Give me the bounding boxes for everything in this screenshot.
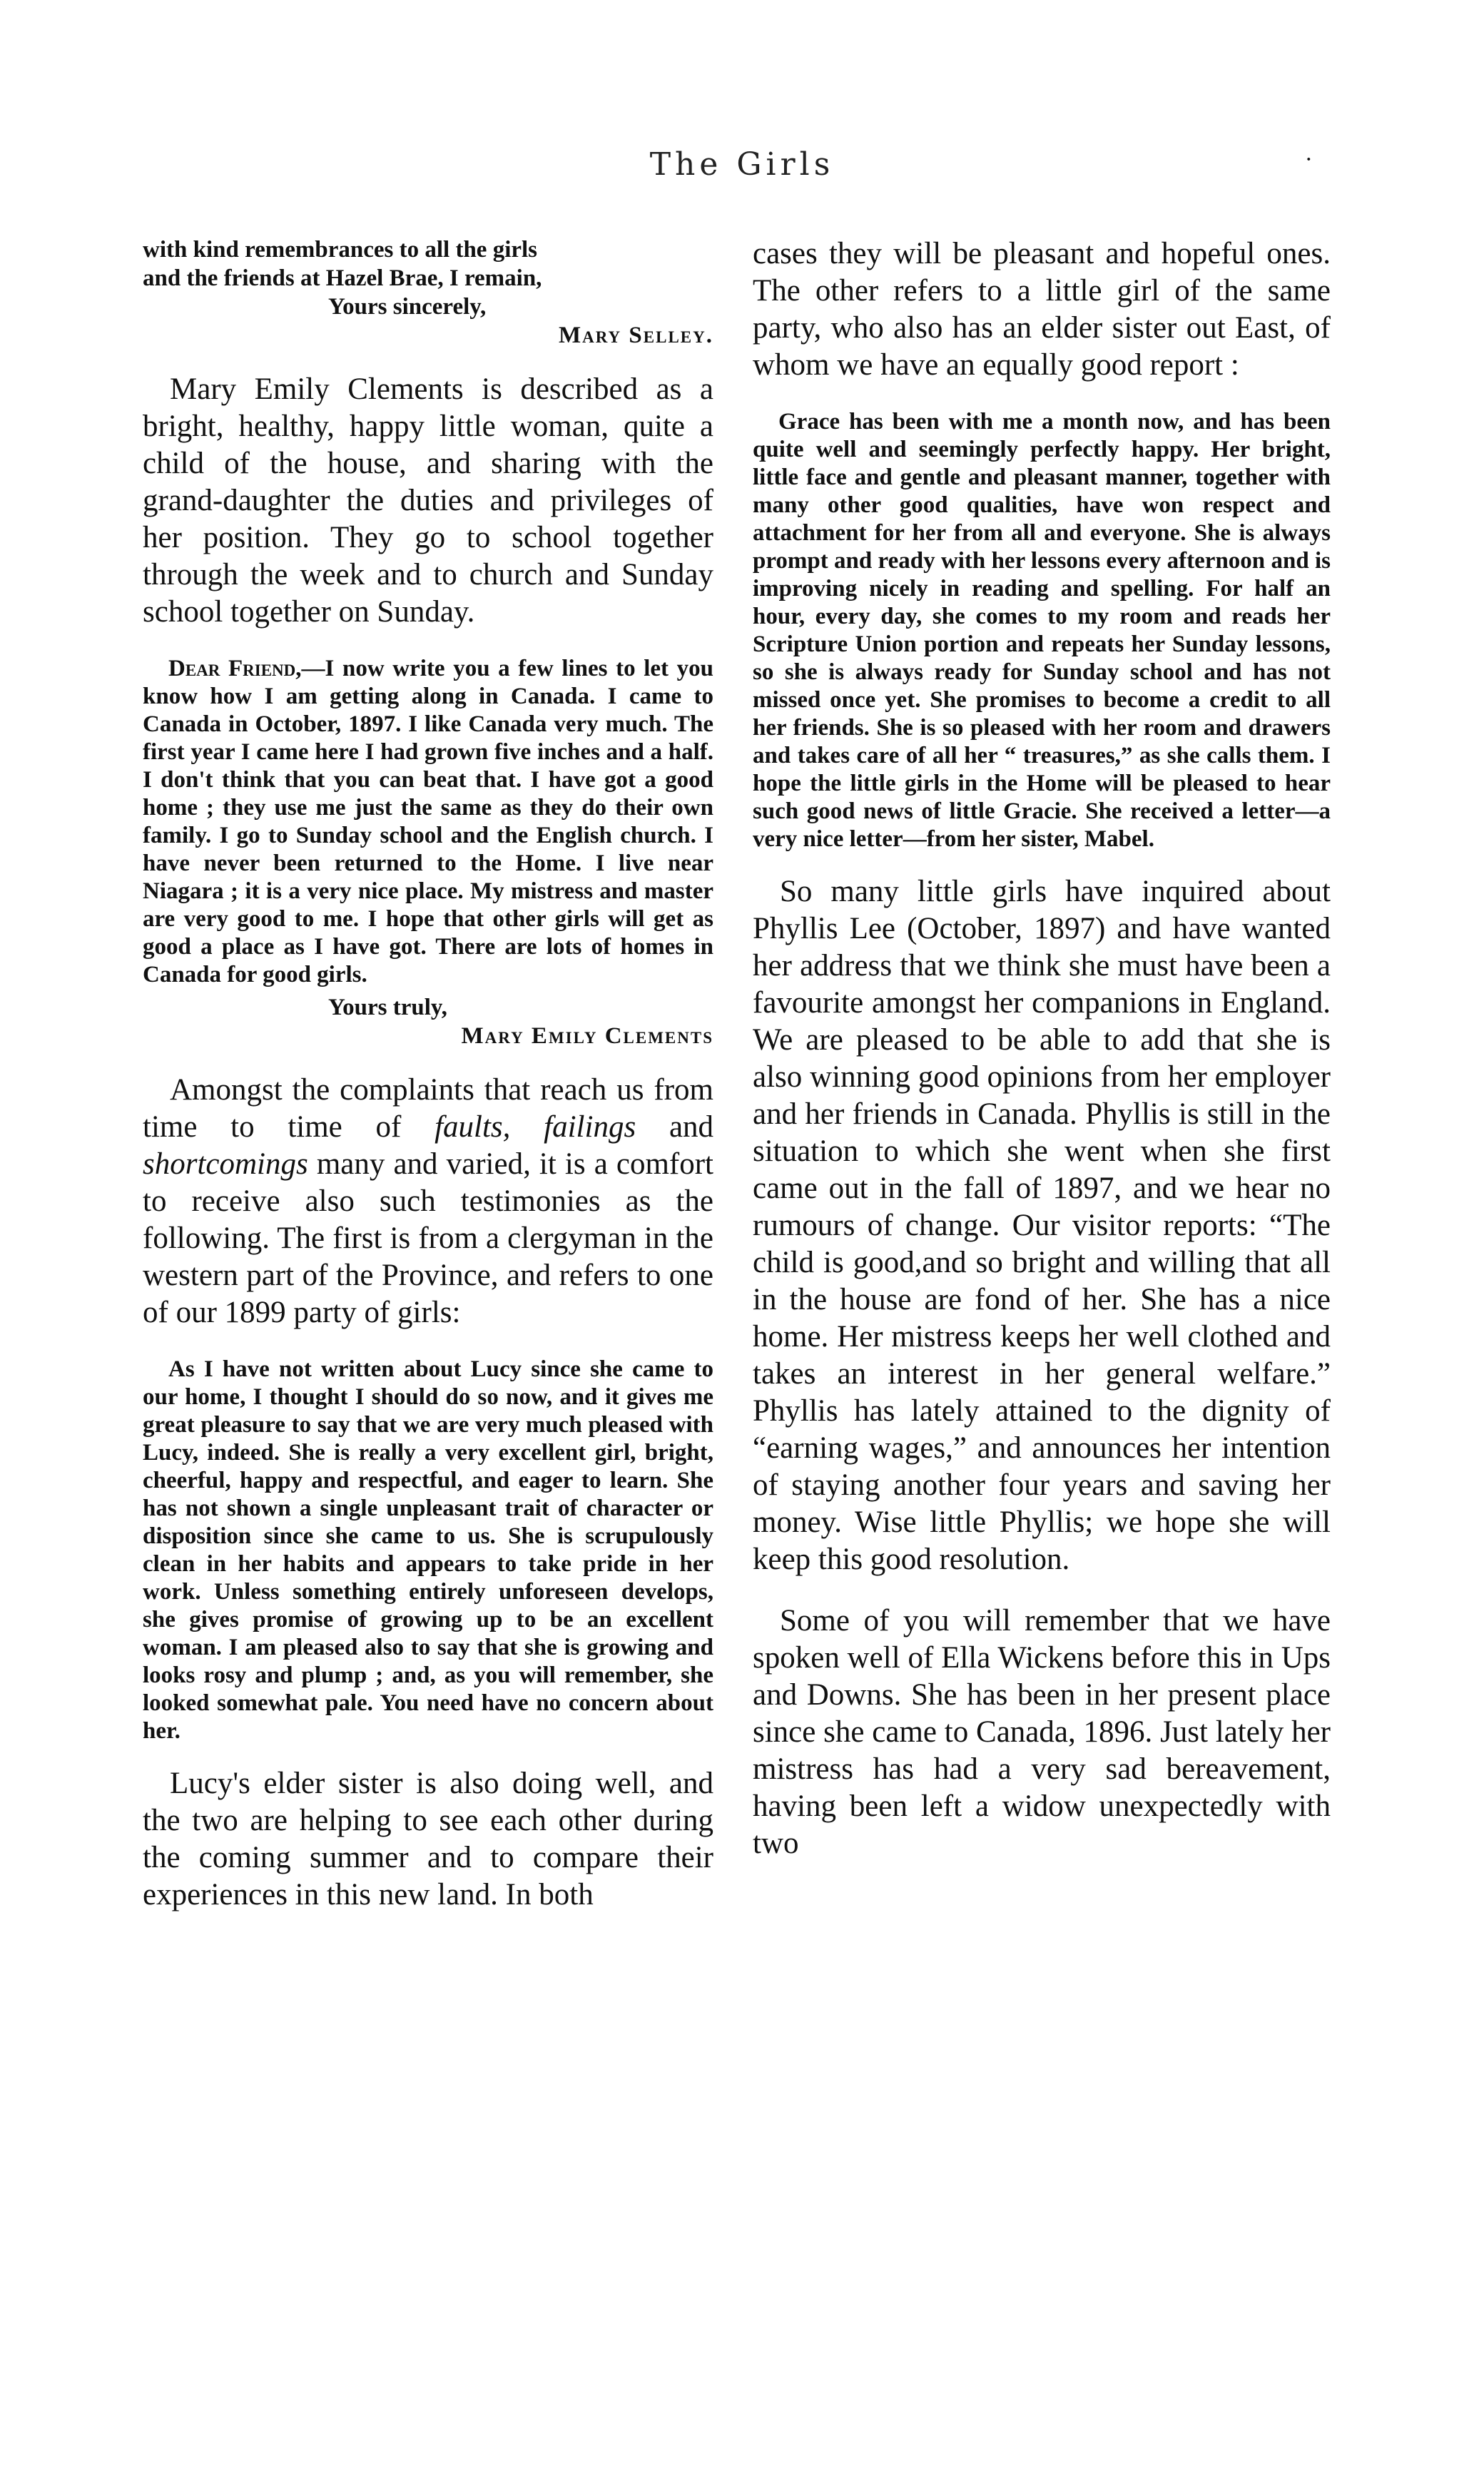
letter-tail-line: with kind remembrances to all the girls [143, 237, 538, 263]
paragraph-cases: cases they will be pleasant and hopeful ones. The other refers to a little girl of the same party, who also has an elder sister out East, of whom we have an equally good report : [753, 237, 1331, 382]
running-title: The Girls [649, 146, 835, 183]
letter-signature: Mary Emily Clements [461, 1023, 713, 1049]
left-column [143, 235, 713, 1938]
letter-tail-line: and the friends at Hazel Brae, I remain, [143, 265, 542, 291]
paragraph-complaints [143, 1072, 713, 1331]
page-number: · [1304, 146, 1313, 173]
letter-signature: Mary Selley. [559, 323, 713, 348]
italic-text: shortcomings [143, 1147, 308, 1181]
letter-about-lucy: As I have not written about Lucy since she came to our home, I thought I should do so now, and it gives me great pleasure to say that we are very much pleased with Lucy, indeed. She is really a very excellent girl, bright, cheerful, happy and respectful, and eager to learn. She has not shown a single unpleasant trait of character or disposition since she came to us. She is scrupulously clean in her habits and appears to take pride in her work. Unless something entirely unforeseen develops, she gives promise of growing up to be an excellent woman. I am pleased also to say that she is growing and looks rosy and plump ; and, as you will remember, she looked somewhat pale. You need have no concern about her. [143, 1356, 713, 1744]
letter-dear-friend [143, 655, 713, 989]
italic-text: faults, failings [434, 1110, 636, 1144]
paragraph-mary-clements: Mary Emily Clements is described as a bright, healthy, happy little woman, quite a child of the house, and sharing with the grand-daughter the duties and privileges of her position. They go to school together through the week and to church and Sunday school together on Sunday. [143, 372, 713, 629]
paragraph-text: Amongst the complaints that reach us from time to time of [143, 1073, 713, 1144]
paragraph-ella-wickens: Some of you will remember that we have spoken well of Ella Wickens before this in Ups and Downs. She has been in her present place since she came to Canada, 1896. Just lately her mistress has had a very sad bereavement, having been left a widow unexpectedly with two [753, 1604, 1331, 1860]
letter-closing: Yours sincerely, [328, 294, 487, 320]
paragraph-text: and [669, 1110, 714, 1144]
paragraph-text: many and varied, it is a comfort to receive also such testimonies as the following. The first is from a clergyman in the western part of the Province, and refers to one of our 1899 party of girls: [143, 1147, 714, 1329]
letter-closing: Yours truly, [328, 995, 447, 1020]
paragraph-phyllis-lee: So many little girls have inquired about Phyllis Lee (October, 1897) and have wanted her address that we think she must have been a favourite amongst her companions in England. We are pleased to be able to add that she is also winning good opinions from her employer and her friends in Canada. Phyllis is still in the situation to which she went when she first came out in the fall of 1897, and we hear no rumours of change. Our visitor reports: “The child is good,and so bright and willing that all in the house are fond of her. She has a nice home. Her mistress keeps her well clothed and takes an interest in her general welfare.” Phyllis has lately attained to the dignity of “earning wages,” and announces her intention of staying another four years and saving her money. Wise little Phyllis; we hope she will keep this good resolution. [753, 875, 1331, 1576]
paragraph-lucy-sister: Lucy's elder sister is also doing well, and the two are helping to see each other during the coming summer and to compare their experiences in this new land. In both [143, 1767, 713, 1911]
letter-salutation: Dear Friend, [168, 656, 302, 681]
letter-body: —I now write you a few lines to let you know how I am getting along in Canada. I came to Canada in October, 1897. I like Canada very much. The first year I came here I had grown five inches and a half. I don't think that you can beat that. I have got a good home ; they use me just the same as they do their own family. I go to Sunday school and the English church. I have never been returned to the Home. I live near Niagara ; it is a very nice place. My mistress and master are very good to me. I hope that other girls will get as good a place as I have got. There are lots of homes in Canada for good girls. [143, 656, 714, 987]
right-column [753, 235, 1331, 1887]
letter-about-grace: Grace has been with me a month now, and has been quite well and seemingly perfectly happy. Her bright, little face and gentle and pleasant manner, together with many other good qualities, have won respect and attachment for her from all and everyone. She is always prompt and ready with her lessons every afternoon and is improving nicely in reading and spelling. For half an hour, every day, she comes to my room and reads her Scripture Union portion and repeats her Sunday lessons, so she is always ready for Sunday school and has not missed once yet. She promises to become a credit to all her friends. She is so pleased with her room and drawers and takes care of all her “ treasures,” as she calls them. I hope the little girls in the Home will be pleased to hear such good news of little Gracie. She received a letter—a very nice letter—from her sister, Mabel. [753, 409, 1331, 852]
